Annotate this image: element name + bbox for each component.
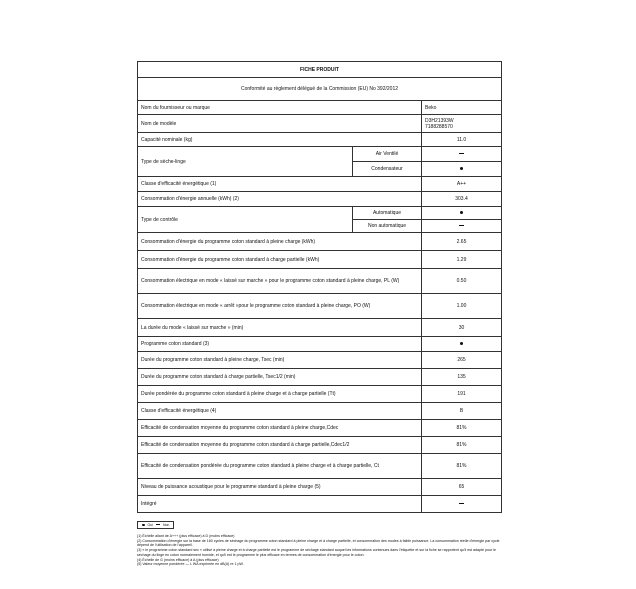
energy-class-label: Classe d'efficacité énergétique (1) — [138, 177, 422, 192]
duration-full-label: Durée du programme coton standard à pleine charge, Tsec (min) — [138, 352, 422, 369]
no-dash-icon — [459, 225, 464, 226]
integrated-value — [422, 496, 502, 513]
model-code: 7188288570 — [425, 123, 453, 130]
condenser-value — [422, 162, 502, 177]
cond-weighted-label: Efficacité de condensation pondérée du programme coton standard à pleine charge et à charge partielle, Ct — [138, 454, 422, 479]
standard-program-label: Programme coton standard (3) — [138, 337, 422, 352]
weighted-duration-label: Durée pondérée du programme coton standard à pleine charge et à charge partielle (Tt) — [138, 386, 422, 403]
condenser-label: Condensateur — [353, 162, 422, 177]
off-power-label: Consommation électrique en mode « arrêt »pour le programme coton standard à pleine charge, PO (W) — [138, 294, 422, 319]
table-row — [138, 369, 502, 386]
footnote: (1) Échelle allant de A+++ (plus efficace) à D (moins efficace) — [137, 534, 235, 538]
condensation-class-label: Classe d'efficacité énergétique (4) — [138, 403, 422, 420]
table-row — [138, 420, 502, 437]
yes-dot-icon — [142, 524, 145, 527]
cond-full-label: Efficacité de condensation moyenne du programme coton standard à pleine charge,Cdec — [138, 420, 422, 437]
noise-value: 65 — [422, 479, 502, 496]
cond-partial-value: 81% — [422, 437, 502, 454]
no-dash-icon — [459, 153, 464, 154]
non-automatic-label: Non automatique — [353, 220, 422, 233]
left-on-power-value: 0.50 — [422, 269, 502, 294]
standard-program-value — [422, 337, 502, 352]
table-row — [138, 294, 502, 319]
footnote: (2) Consommation d'énergie sur la base de 160 cycles de séchage du programme coton standard à pleine charge et à charge partielle, et consommation des modes à faible puissance. La consommation réelle d'énergie par cycle dépend de l'utilisation de l'appareil. — [137, 538, 500, 548]
cond-weighted-value: 81% — [422, 454, 502, 479]
air-vented-value — [422, 147, 502, 162]
non-automatic-value — [422, 220, 502, 233]
supplier-value: Beko — [422, 101, 502, 115]
footnote: (4) Échelle de G (moins efficace) à A (plus efficace) — [137, 557, 219, 562]
table-row — [138, 479, 502, 496]
footnotes — [137, 534, 501, 567]
title-row — [138, 62, 502, 78]
fiche-table — [137, 61, 502, 513]
duration-partial-value: 135 — [422, 369, 502, 386]
table-row — [138, 133, 502, 147]
yes-dot-icon — [460, 211, 464, 215]
footnote: (3) « le programme coton standard sec » utilisé à pleine charge et à charge partielle est le programme de séchage standard auquel les informations contenues dans l'étiquette et sur la fiche se rapportent qu'il est adapté pour le séchage du linge en coton normalement humide, et qu'il est le programme le plus efficace en termes de consommation d'énergie pour le coton. — [137, 548, 496, 557]
table-row — [138, 233, 502, 251]
model-value — [422, 115, 502, 133]
automatic-value — [422, 207, 502, 220]
subtitle-row — [138, 78, 502, 101]
product-fiche — [137, 61, 501, 567]
table-row — [138, 192, 502, 207]
left-on-duration-value: 30 — [422, 319, 502, 337]
yes-no-legend — [137, 521, 174, 529]
legend-no-label: Non — [162, 522, 170, 527]
table-row — [138, 251, 502, 269]
table-row — [138, 437, 502, 454]
yes-dot-icon — [460, 342, 464, 346]
energy-partial-value: 1.29 — [422, 251, 502, 269]
model-label: Nom de modèle — [138, 115, 422, 133]
footnote: (5) Valeur moyenne pondérée — L WA exprimée en dB(A) re 1 pW. — [137, 562, 244, 567]
table-row — [138, 269, 502, 294]
regulation-subtitle: Conformité au règlement délégué de la Commission (EU) No 392/2012 — [138, 78, 502, 101]
air-vented-label: Air Ventilé — [353, 147, 422, 162]
model-name: D3H21393W — [425, 117, 454, 124]
energy-partial-label: Consommation d'énergie du programme coton standard à charge partielle (kWh) — [138, 251, 422, 269]
cond-partial-label: Efficacité de condensation moyenne du programme coton standard à charge partielle,Cdec1/2 — [138, 437, 422, 454]
supplier-label: Nom du fournisseur ou marque — [138, 101, 422, 115]
left-on-duration-label: La durée du mode « laissé sur marche » (min) — [138, 319, 422, 337]
control-type-label: Type de contrôle — [138, 207, 353, 233]
automatic-label: Automatique — [353, 207, 422, 220]
off-power-value: 1.00 — [422, 294, 502, 319]
annual-energy-value: 303.4 — [422, 192, 502, 207]
table-row — [138, 101, 502, 115]
table-row — [138, 147, 502, 162]
no-dash-icon — [156, 524, 160, 525]
fiche-title: FICHE PRODUIT — [138, 62, 502, 78]
left-on-power-label: Consommation électrique en mode « laissé sur marche » pour le programme coton standard à pleine charge, PL (W) — [138, 269, 422, 294]
duration-full-value: 265 — [422, 352, 502, 369]
energy-class-value: A++ — [422, 177, 502, 192]
cond-full-value: 81% — [422, 420, 502, 437]
legend-yes-label: Oui — [147, 522, 153, 527]
energy-full-label: Consommation d'énergie du programme coton standard à pleine charge (kWh) — [138, 233, 422, 251]
table-row — [138, 207, 502, 220]
annual-energy-label: Consommation d'énergie annuelle (kWh) (2) — [138, 192, 422, 207]
noise-label: Niveau de puissance acoustique pour le programme standard à pleine charge (5) — [138, 479, 422, 496]
energy-full-value: 2.65 — [422, 233, 502, 251]
duration-partial-label: Durée du programme coton standard à charge partielle, Tsec1/2 (min) — [138, 369, 422, 386]
table-row — [138, 496, 502, 513]
dryer-type-label: Type de sèche-linge — [138, 147, 353, 177]
capacity-value: 11.0 — [422, 133, 502, 147]
no-dash-icon — [459, 503, 464, 504]
capacity-label: Capacité nominale (kg) — [138, 133, 422, 147]
table-row — [138, 352, 502, 369]
yes-dot-icon — [460, 167, 464, 171]
table-row — [138, 177, 502, 192]
table-row — [138, 115, 502, 133]
table-row — [138, 454, 502, 479]
weighted-duration-value: 191 — [422, 386, 502, 403]
table-row — [138, 319, 502, 337]
table-row — [138, 386, 502, 403]
table-row — [138, 403, 502, 420]
integrated-label: Intégré — [138, 496, 422, 513]
table-row — [138, 337, 502, 352]
condensation-class-value: B — [422, 403, 502, 420]
